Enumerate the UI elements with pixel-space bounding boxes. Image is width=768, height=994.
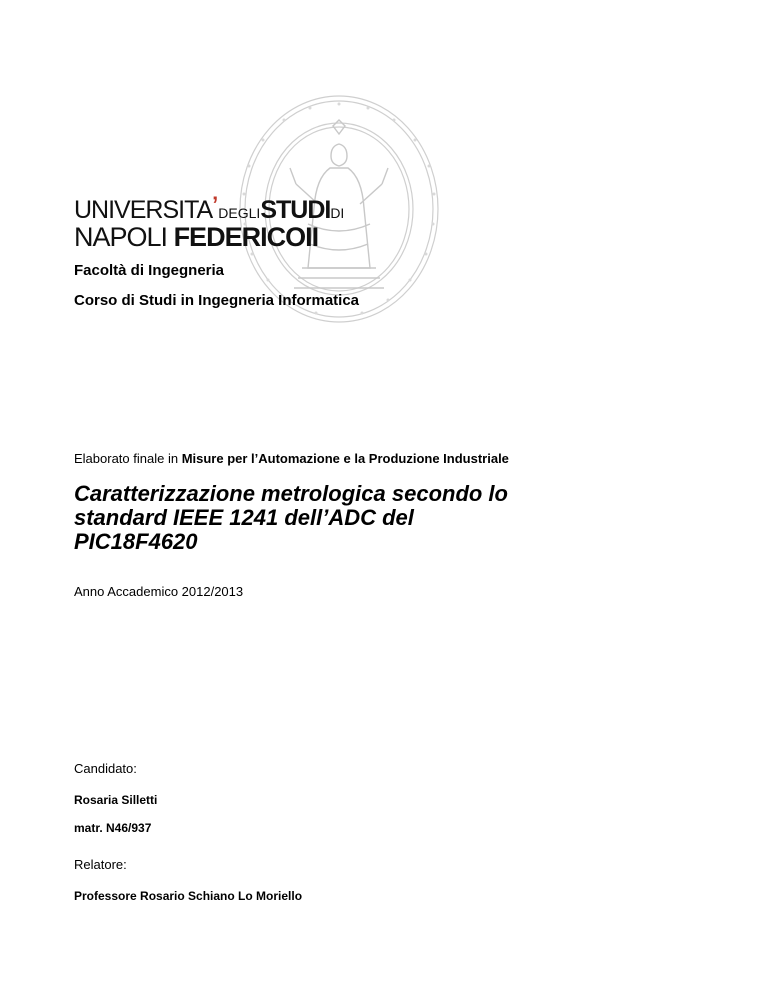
logo-di: DI <box>330 205 345 221</box>
elaborato-subject: Misure per l’Automazione e la Produzione Industriale <box>181 451 509 466</box>
logo-accent-mark: ’ <box>212 192 219 217</box>
logo-studi: STUDI <box>260 196 331 224</box>
supervisor-label: Relatore: <box>74 857 127 872</box>
logo-ii: II <box>305 222 319 252</box>
logo-federico: FEDERICO <box>173 222 306 252</box>
logo-degli: DEGLI <box>218 205 261 221</box>
logo-universita: UNIVERSITA <box>74 196 213 224</box>
university-logo <box>74 192 414 256</box>
course-name: Corso di Studi in Ingegneria Informatica <box>74 292 360 309</box>
elaborato-prefix: Elaborato finale in <box>74 451 182 466</box>
academic-year: Anno Accademico 2012/2013 <box>74 584 244 599</box>
elaborato-line <box>74 451 509 466</box>
candidate-label: Candidato: <box>74 761 137 776</box>
logo-line-2 <box>74 222 318 252</box>
thesis-title-line-3: PIC18F4620 <box>74 529 198 554</box>
thesis-title-line-1: Caratterizzazione metrologica secondo lo <box>74 481 508 506</box>
thesis-title <box>74 482 634 554</box>
candidate-name: Rosaria Silletti <box>74 793 158 807</box>
candidate-matriculation: matr. N46/937 <box>74 821 152 835</box>
supervisor-name: Professore Rosario Schiano Lo Moriello <box>74 889 303 903</box>
thesis-title-line-2: standard IEEE 1241 dell’ADC del <box>74 505 414 530</box>
logo-napoli: NAPOLI <box>74 222 168 252</box>
faculty-name: Facoltà di Ingegneria <box>74 262 225 279</box>
